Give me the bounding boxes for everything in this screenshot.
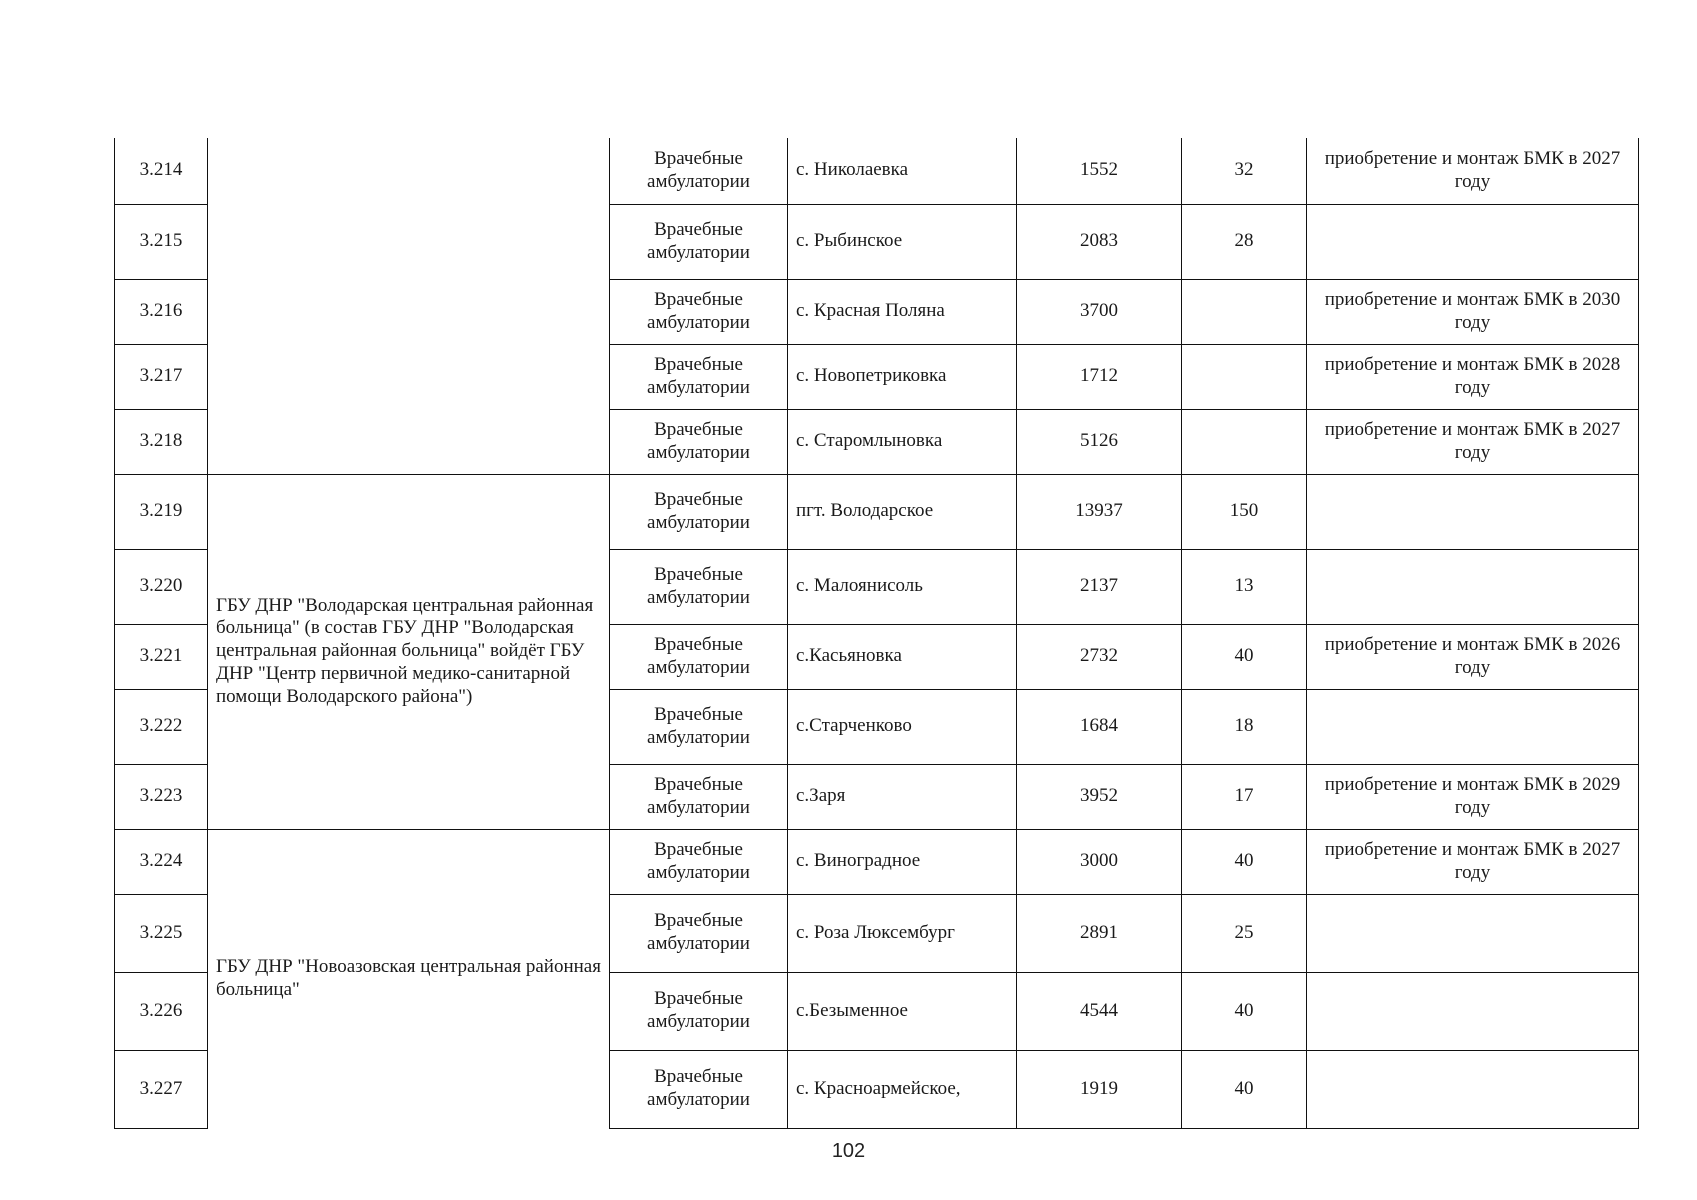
location-cell: с. Красноармейское, [788, 1050, 1017, 1128]
location-cell: пгт. Володарское [788, 474, 1017, 549]
note-cell: приобретение и монтаж БМК в 2026 году [1307, 624, 1639, 689]
organization-cell [208, 138, 610, 474]
population-cell: 2891 [1017, 894, 1182, 972]
note-cell [1307, 1050, 1639, 1128]
note-cell: приобретение и монтаж БМК в 2027 году [1307, 409, 1639, 474]
count-cell: 18 [1182, 689, 1307, 764]
row-number-cell: 3.227 [115, 1050, 208, 1128]
facility-type-cell: Врачебные амбулатории [610, 204, 788, 279]
population-cell: 3952 [1017, 764, 1182, 829]
location-cell: с. Малоянисоль [788, 549, 1017, 624]
population-cell: 1552 [1017, 138, 1182, 204]
count-cell: 25 [1182, 894, 1307, 972]
page-number: 102 [831, 1140, 866, 1162]
population-cell: 2137 [1017, 549, 1182, 624]
note-cell [1307, 972, 1639, 1050]
row-number-cell: 3.221 [115, 624, 208, 689]
population-cell: 1712 [1017, 344, 1182, 409]
facility-type-cell: Врачебные амбулатории [610, 409, 788, 474]
population-cell: 3700 [1017, 279, 1182, 344]
facility-type-cell: Врачебные амбулатории [610, 689, 788, 764]
row-number-cell: 3.216 [115, 279, 208, 344]
count-cell: 40 [1182, 972, 1307, 1050]
population-cell: 2083 [1017, 204, 1182, 279]
population-cell: 5126 [1017, 409, 1182, 474]
count-cell: 32 [1182, 138, 1307, 204]
note-cell: приобретение и монтаж БМК в 2027 году [1307, 829, 1639, 894]
location-cell: с.Старченково [788, 689, 1017, 764]
note-cell [1307, 689, 1639, 764]
row-number-cell: 3.224 [115, 829, 208, 894]
population-cell: 1919 [1017, 1050, 1182, 1128]
population-cell: 3000 [1017, 829, 1182, 894]
row-number-cell: 3.219 [115, 474, 208, 549]
location-cell: с. Виноградное [788, 829, 1017, 894]
note-cell [1307, 474, 1639, 549]
document-table [114, 138, 1639, 1129]
population-cell: 4544 [1017, 972, 1182, 1050]
count-cell: 150 [1182, 474, 1307, 549]
note-cell: приобретение и монтаж БМК в 2028 году [1307, 344, 1639, 409]
table-row [115, 474, 1639, 549]
count-cell: 17 [1182, 764, 1307, 829]
count-cell: 40 [1182, 624, 1307, 689]
facility-type-cell: Врачебные амбулатории [610, 1050, 788, 1128]
location-cell: с.Заря [788, 764, 1017, 829]
note-cell [1307, 894, 1639, 972]
table-row [115, 138, 1639, 204]
count-cell [1182, 279, 1307, 344]
facility-type-cell: Врачебные амбулатории [610, 344, 788, 409]
facility-type-cell: Врачебные амбулатории [610, 972, 788, 1050]
count-cell [1182, 409, 1307, 474]
population-cell: 2732 [1017, 624, 1182, 689]
note-cell [1307, 204, 1639, 279]
note-cell [1307, 549, 1639, 624]
location-cell: с. Новопетриковка [788, 344, 1017, 409]
row-number-cell: 3.217 [115, 344, 208, 409]
facility-type-cell: Врачебные амбулатории [610, 279, 788, 344]
facility-type-cell: Врачебные амбулатории [610, 894, 788, 972]
note-cell: приобретение и монтаж БМК в 2029 году [1307, 764, 1639, 829]
row-number-cell: 3.225 [115, 894, 208, 972]
row-number-cell: 3.222 [115, 689, 208, 764]
row-number-cell: 3.223 [115, 764, 208, 829]
location-cell: с. Красная Поляна [788, 279, 1017, 344]
location-cell: с.Безыменное [788, 972, 1017, 1050]
table-row [115, 829, 1639, 894]
note-cell: приобретение и монтаж БМК в 2027 году [1307, 138, 1639, 204]
row-number-cell: 3.214 [115, 138, 208, 204]
facility-type-cell: Врачебные амбулатории [610, 829, 788, 894]
count-cell: 28 [1182, 204, 1307, 279]
organization-cell: ГБУ ДНР "Новоазовская центральная районная больница" [208, 829, 610, 1128]
row-number-cell: 3.218 [115, 409, 208, 474]
note-cell: приобретение и монтаж БМК в 2030 году [1307, 279, 1639, 344]
location-cell: с. Роза Люксембург [788, 894, 1017, 972]
row-number-cell: 3.215 [115, 204, 208, 279]
location-cell: с. Рыбинское [788, 204, 1017, 279]
population-cell: 13937 [1017, 474, 1182, 549]
organization-cell: ГБУ ДНР "Володарская центральная районная больница" (в состав ГБУ ДНР "Володарская центральная районная больница" войдёт ГБУ ДНР "Центр первичной медико-санитарной помощи Володарского района") [208, 474, 610, 829]
row-number-cell: 3.220 [115, 549, 208, 624]
count-cell [1182, 344, 1307, 409]
location-cell: с. Старомлыновка [788, 409, 1017, 474]
population-cell: 1684 [1017, 689, 1182, 764]
table-body [115, 138, 1639, 1128]
location-cell: с.Касьяновка [788, 624, 1017, 689]
facility-type-cell: Врачебные амбулатории [610, 549, 788, 624]
location-cell: с. Николаевка [788, 138, 1017, 204]
facility-type-cell: Врачебные амбулатории [610, 764, 788, 829]
facility-type-cell: Врачебные амбулатории [610, 138, 788, 204]
facility-type-cell: Врачебные амбулатории [610, 474, 788, 549]
facility-type-cell: Врачебные амбулатории [610, 624, 788, 689]
row-number-cell: 3.226 [115, 972, 208, 1050]
count-cell: 13 [1182, 549, 1307, 624]
count-cell: 40 [1182, 1050, 1307, 1128]
count-cell: 40 [1182, 829, 1307, 894]
